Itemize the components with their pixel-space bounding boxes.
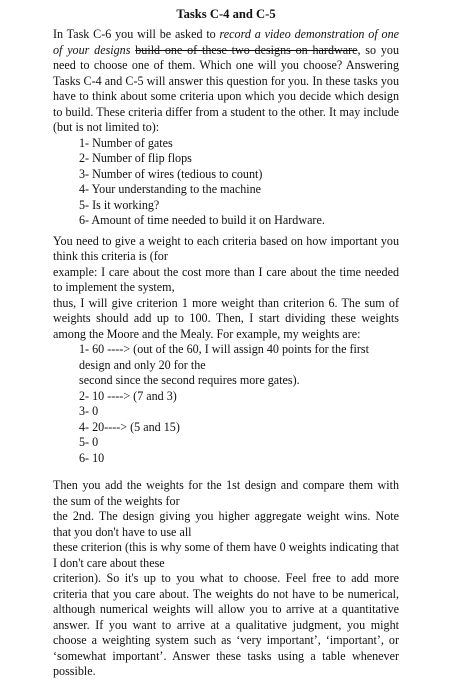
criteria-item: 2- Number of flip flops [79, 151, 192, 165]
weights-intro-line: thus, I will give criterion 1 more weight than criterion 6. The sum of weights should add up to 100. Then, I start dividing these weights among the Moore and the Mealy. For example, my weights are: [53, 295, 399, 341]
intro-strikethrough: build one of these two designs on hardware [135, 42, 358, 57]
weights-intro-line: example: I care about the cost more than I care about the time needed to implement the system, [53, 264, 399, 294]
closing-paragraph [53, 478, 399, 680]
weights-intro [53, 234, 399, 343]
intro-text-start: In Task C-6 you will be asked to [53, 27, 220, 41]
criteria-item: 1- Number of gates [79, 135, 173, 150]
closing-line: Then you add the weights for the 1st design and compare them with the sum of the weights for [53, 478, 399, 508]
weights-item: 4- 20----> (5 and 15) [79, 419, 180, 434]
intro-paragraph [53, 27, 399, 136]
criteria-item: 5- Is it working? [79, 197, 160, 212]
weights-item: 6- 10 [79, 450, 105, 465]
document-page [53, 6, 399, 680]
closing-line: these criterion (this is why some of them have 0 weights indicating that I don't care about these [53, 540, 399, 570]
criteria-item: 6- Amount of time needed to build it on Hardware. [79, 213, 325, 227]
weights-item: second since the second requires more gates). [79, 373, 300, 387]
closing-line: criterion). So it's up to you what to choose. Feel free to add more criteria that you care about. The weights do not have to be numerical, although numerical weights will allow you to arrive at a quantitative answer. If you want to arrive at a qualitative judgment, you might choose a weighting system such as ‘very important’, ‘important’, or ‘somewhat important’. Answer these tasks using a table whenever possible. [53, 571, 399, 678]
intro-text-end: , so you need to choose one of them. Which one will you choose? Answering Tasks C-4 and C-5 will answer this question for you. In these tasks you have to think about some criteria upon which you decide which design to build. These criteria differ from a student to the other. It may include (but is not limited to): [53, 42, 399, 134]
page-title: Tasks C-4 and C-5 [176, 7, 276, 21]
weights-item: 3- 0 [79, 404, 99, 418]
weights-list [53, 342, 399, 466]
weights-item: 1- 60 ----> (out of the 60, I will assign 40 points for the first design and only 20 for the [79, 342, 369, 372]
intro-emphasis: record a video demonstration of one of your designs [53, 27, 399, 57]
weights-intro-line: You need to give a weight to each criteria based on how important you think this criteria is (for [53, 233, 399, 263]
criteria-item: 4- Your understanding to the machine [79, 182, 262, 196]
criteria-item: 3- Number of wires (tedious to count) [79, 166, 263, 181]
closing-line: the 2nd. The design giving you higher aggregate weight wins. Note that you don't have to use all [53, 509, 399, 539]
weights-item: 5- 0 [79, 435, 99, 449]
weights-item: 2- 10 ----> (7 and 3) [79, 388, 177, 403]
criteria-list [53, 136, 399, 229]
